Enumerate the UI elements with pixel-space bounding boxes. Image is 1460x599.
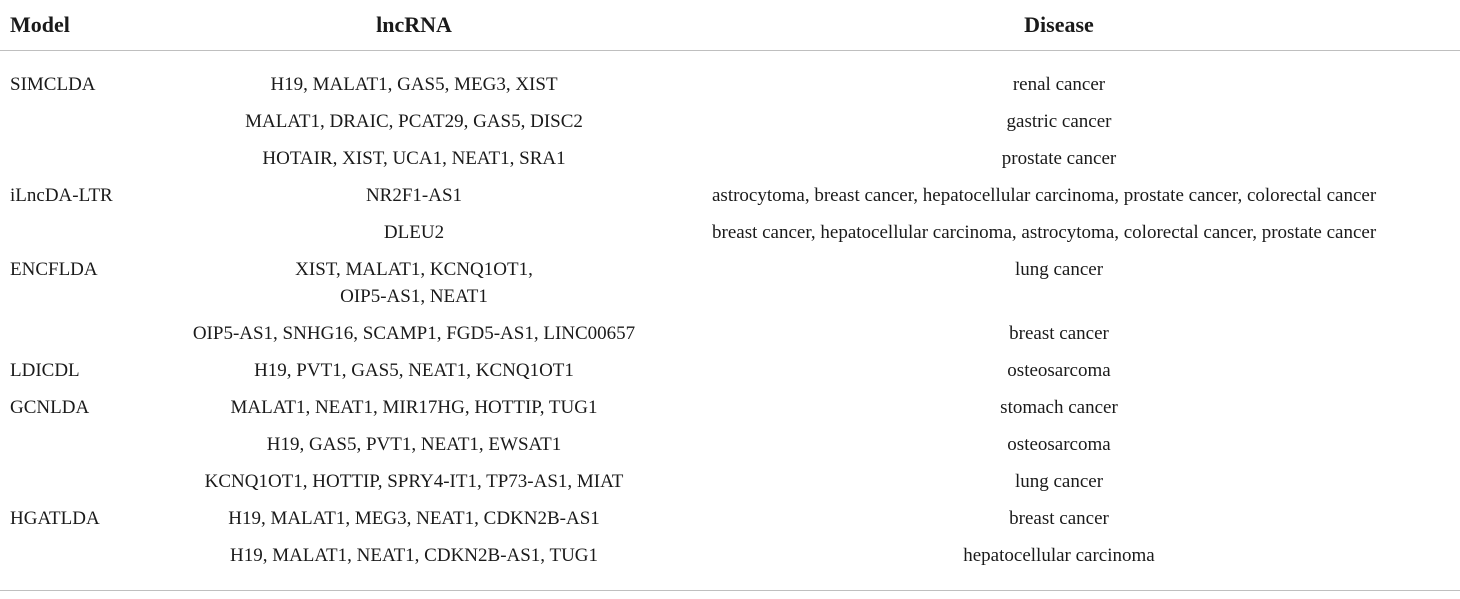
model-cell: SIMCLDA [10,74,96,95]
disease-cell: osteosarcoma [1007,360,1111,381]
table-row [0,537,1460,574]
lncrna-cell: H19, PVT1, GAS5, NEAT1, KCNQ1OT1 [254,360,574,381]
model-cell: ENCFLDA [10,259,98,280]
model-cell [0,315,170,352]
lncrna-cell: NR2F1-AS1 [365,185,463,206]
lncrna-cell: HOTAIR, XIST, UCA1, NEAT1, SRA1 [262,148,566,169]
lncrna-cell: MALAT1, DRAIC, PCAT29, GAS5, DISC2 [245,111,583,132]
table-row [0,51,1460,104]
model-cell [0,426,170,463]
table-row [0,389,1460,426]
table-row [0,177,1460,214]
disease-cell: prostate cancer [1001,148,1117,169]
header-model: Model [0,0,170,51]
disease-cell: breast cancer [1009,508,1109,529]
table-row [0,352,1460,389]
table-row [0,315,1460,352]
table-row [0,214,1460,251]
model-cell: HGATLDA [10,508,100,529]
model-cell: LDICDL [10,360,80,381]
lncrna-cell: H19, MALAT1, GAS5, MEG3, XIST [270,74,558,95]
disease-cell: renal cancer [1012,74,1106,95]
lncrna-cell [170,251,658,315]
disease-cell: lung cancer [1014,259,1104,280]
table-row [0,500,1460,537]
model-cell [0,537,170,574]
table-row [0,140,1460,177]
table-row [0,103,1460,140]
header-row [0,0,1460,51]
lncrna-cell: OIP5-AS1, SNHG16, SCAMP1, FGD5-AS1, LINC00657 [192,323,636,344]
lncrna-cell: MALAT1, NEAT1, MIR17HG, HOTTIP, TUG1 [230,397,598,418]
lncrna-cell: KCNQ1OT1, HOTTIP, SPRY4-IT1, TP73-AS1, MIAT [204,471,624,492]
model-cell [0,103,170,140]
model-cell: GCNLDA [10,397,90,418]
disease-cell: breast cancer [1009,323,1109,344]
table-header [0,0,1460,51]
lncrna-cell: DLEU2 [383,222,445,243]
model-cell: iLncDA-LTR [10,185,113,206]
disease-cell: astrocytoma, breast cancer, hepatocellular carcinoma, prostate cancer, colorectal cancer [712,185,1377,206]
header-lncrna: lncRNA [170,0,658,51]
model-cell [0,214,170,251]
disease-cell: breast cancer, hepatocellular carcinoma, astrocytoma, colorectal cancer, prostate cancer [712,222,1377,243]
lncrna-cell: H19, GAS5, PVT1, NEAT1, EWSAT1 [266,434,562,455]
lncrna-cell: H19, MALAT1, NEAT1, CDKN2B-AS1, TUG1 [229,545,599,566]
lncrna-cell-line: OIP5-AS1, NEAT1 [340,286,488,307]
table-body [0,51,1460,575]
model-cell [0,140,170,177]
lncrna-cell-line: XIST, MALAT1, KCNQ1OT1, [295,259,533,280]
disease-cell: gastric cancer [1006,111,1112,132]
table-row [0,463,1460,500]
table-bottom-rule [0,590,1460,591]
disease-cell: osteosarcoma [1007,434,1111,455]
model-cell [0,463,170,500]
disease-cell: lung cancer [1014,471,1104,492]
lncrna-cell: H19, MALAT1, MEG3, NEAT1, CDKN2B-AS1 [228,508,600,529]
disease-cell: hepatocellular carcinoma [963,545,1155,566]
disease-cell: stomach cancer [1000,397,1118,418]
table-row [0,426,1460,463]
header-disease: Disease [658,0,1460,51]
table-row [0,251,1460,315]
